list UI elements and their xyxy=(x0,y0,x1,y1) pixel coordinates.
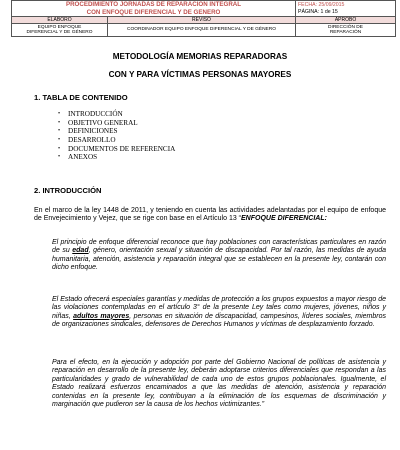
document-header xyxy=(11,0,395,37)
meta-cell xyxy=(296,1,396,17)
procedure-title xyxy=(12,1,296,17)
procedure-title-line2: CON ENFOQUE DIFERENCIAL Y DE GENERO xyxy=(86,8,221,16)
document-title-line2: CON Y PARA VÍCTIMAS PERSONAS MAYORES xyxy=(108,70,292,79)
toc-item: • OBJETIVO GENERAL xyxy=(58,119,175,128)
quote-paragraph-3: Para el efecto, en la ejecución y adopción por parte del Gobierno Nacional de políticas de asistencia y reparación en desarrollo de la presente ley, deberán adoptarse criterios diferenciales que respondan a las particularidades y grado de vulnerabilidad de cada uno de estos grupos poblacionales. Igualmente, el Estado realizará esfuerzos encaminados a que las medidas de atención, asistencia y reparación contenidas en la presente ley, contribuyan a la eliminación de los esquemas de discriminación y marginación que pudieron ser la causa de los hechos victimizantes.” xyxy=(52,359,386,409)
aprobo-line2: REPARACIÓN xyxy=(329,30,362,35)
role-reviso: REVISO xyxy=(108,17,296,24)
toc-item: • INTRODUCCIÓN xyxy=(58,110,175,119)
page-number: PÁGINA: 1 de 15 xyxy=(298,8,338,15)
toc-item: • DOCUMENTOS DE REFERENCIA xyxy=(58,145,175,154)
section-heading-toc: 1. TABLA DE CONTENIDO xyxy=(34,93,128,102)
quote-paragraph-2 xyxy=(52,296,386,330)
quote2-bold: adultos mayores xyxy=(73,312,130,320)
elaboro-line1: EQUIPO ENFOQUE xyxy=(37,24,82,30)
aprobo-line1: DIRECCIÓN DE xyxy=(328,24,363,30)
quote2-text-b: , personas en situación de discapacidad, campesinos, líderes sociales, miembros de organizaciones sindicales, defensores de Derechos Humanos y víctimas de desplazamiento forzado. xyxy=(52,312,386,329)
intro-text: En el marco de la ley 1448 de 2011, y teniendo en cuenta las actividades adelantadas por el equipo de enfoque de Envejecimiento y Vejez, que se rige con base en el Artículo 13 “ xyxy=(34,207,386,223)
toc-item: • DEFINICIONES xyxy=(58,127,175,136)
section-heading-introduction: 2. INTRODUCCIÓN xyxy=(34,186,102,195)
reviso-value: COORDINADOR EQUIPO ENFOQUE DIFERENCIAL Y DE GÉNERO xyxy=(108,24,296,37)
aprobo-value xyxy=(296,24,396,37)
toc-item: • ANEXOS xyxy=(58,153,175,162)
elaboro-line2: DIFERENCIAL Y DE GÉNERO xyxy=(26,30,93,35)
quote1-edad: edad xyxy=(72,247,89,255)
quote1-text-a: El principio de enfoque diferencial reconoce que hay poblaciones con características particulares en razón de su xyxy=(52,239,386,255)
intro-paragraph xyxy=(34,207,386,224)
document-title-line1: METODOLOGÍA MEMORIAS REPARADORAS xyxy=(112,52,288,61)
toc-item: • DESARROLLO xyxy=(58,136,175,145)
quote-paragraph-1 xyxy=(52,239,386,273)
role-aprobo: APROBO xyxy=(296,17,396,24)
table-of-contents xyxy=(58,110,175,162)
elaboro-value xyxy=(12,24,108,37)
procedure-title-line1: PROCEDIMIENTO JORNADAS DE REPARACION INTEGRAL xyxy=(65,1,242,8)
header-table xyxy=(11,0,396,37)
date-text: FECHA: 25/09/2015 xyxy=(298,2,345,8)
intro-bold-heading: ENFOQUE DIFERENCIAL: xyxy=(241,215,327,223)
quote1-text-b: , género, orientación sexual y situación de discapacidad. Por tal razón, las medidas de ayuda humanitaria, atención, asistencia y reparación integral que se establecen en la presente ley, contarán con dicho enfoque. xyxy=(52,247,386,272)
quote2-text-a: El Estado ofrecerá especiales garantías y medidas de protección a los grupos expuestos a mayor riesgo de las violaciones contempladas en el artículo 3° de la presente Ley tales como mujeres, jóvenes, niños y niñas, xyxy=(52,296,386,320)
role-elaboro: ELABORO xyxy=(12,17,108,24)
